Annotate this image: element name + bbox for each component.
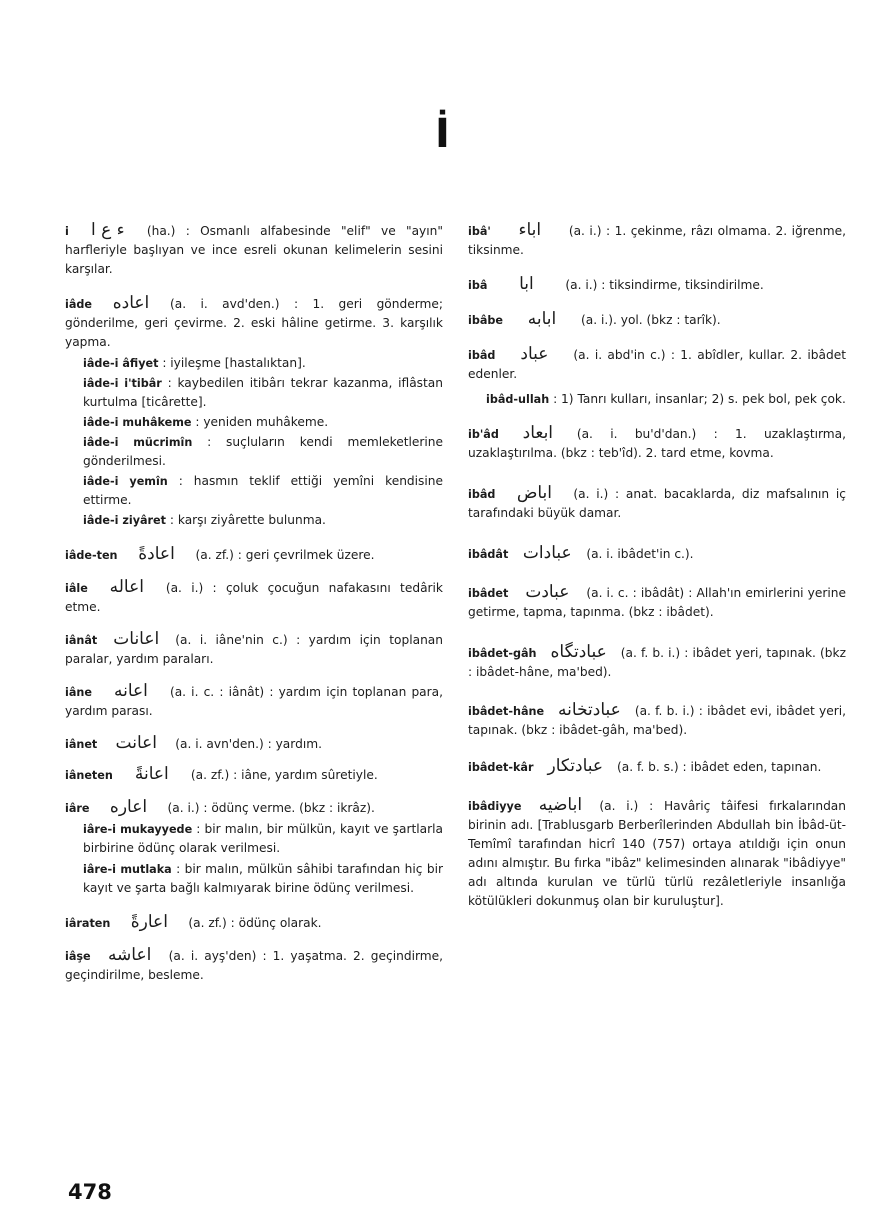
dictionary-entry [486,390,846,409]
dictionary-entry [468,702,846,740]
entry-headword: iâde-ten [65,549,118,562]
entry-headword: iâde-i ziyâret [83,514,166,527]
page-number: 478 [68,1180,112,1204]
dictionary-entry [65,546,443,565]
entry-ottoman-script: اباضيه [538,795,583,815]
entry-ottoman-script: ابابه [527,309,557,329]
dictionary-entry [468,485,846,523]
entry-headword: iâde-i âfiyet [83,357,159,370]
entry-headword: iâre-i mutlaka [83,863,172,876]
entry-ottoman-script: اعانةً [134,764,169,784]
entry-definition: : karşı ziyârette bulunma. [169,513,326,527]
entry-headword: ibâdiyye [468,800,522,813]
entry-ottoman-script: اعانه [113,681,148,701]
entry-ottoman-script: عبادات [522,543,572,563]
entry-definition: (a. i. c. : iânât) : yardım için toplanan para, yardım parası. [65,685,443,718]
entry-headword: iâde [65,298,92,311]
entry-definition: : suçluların kendi memleketlerine gönderilmesi. [83,435,443,468]
dictionary-entry [468,797,846,911]
dictionary-entry [65,295,443,352]
entry-headword: i [65,225,69,238]
entry-headword: ibâdât [468,548,509,561]
dictionary-entry [83,354,443,373]
dictionary-entry [468,644,846,682]
entry-definition: (a. f. b. s.) : ibâdet eden, tapınan. [617,760,822,774]
entry-ottoman-script: اعاله [109,577,144,597]
entry-ottoman-script: اعاشه [107,945,152,965]
dictionary-entry [65,222,443,279]
entry-definition: : kaybedilen itibârı tekrar kazanma, iflâstan kurtulma [ticârette]. [83,376,443,409]
dictionary-entry [65,947,443,985]
entry-definition: (a. i. ayş'den) : 1. yaşatma. 2. geçindirme, geçindirilme, besleme. [65,949,443,982]
entry-definition: (a. i. c. : ibâdât) : Allah'ın emirlerini yerine getirme, tapma, tapınma. (bkz : ibâdet). [468,586,846,619]
entry-ottoman-script: اعاده [112,293,150,313]
entry-headword: ibâ' [468,225,491,238]
entry-ottoman-script: عبادتخانه [558,700,621,720]
entry-definition: : 1) Tanrı kulları, insanlar; 2) s. pek bol, pek çok. [553,392,846,406]
dictionary-entry [83,860,443,898]
dictionary-entry [83,820,443,858]
entry-ottoman-script: اعاره [109,797,148,817]
entry-ottoman-script: اباض [516,483,552,503]
entry-ottoman-script: عباد [520,344,549,364]
entry-definition: (a. zf.) : ödünç olarak. [188,916,322,930]
dictionary-entry [83,433,443,471]
dictionary-entry [65,766,443,785]
entry-definition: (a. f. b. i.) : ibâdet evi, ibâdet yeri, tapınak. (bkz : ibâdet-gâh, ma'bed). [468,704,846,737]
dictionary-entry [468,758,846,777]
dictionary-entry [83,511,443,530]
right-column [468,222,846,911]
dictionary-entry [468,545,846,564]
dictionary-entry [65,683,443,721]
entry-headword: iânet [65,738,98,751]
entry-definition: (a. i.) : tiksindirme, tiksindirilme. [565,278,764,292]
dictionary-entry [468,311,846,330]
dictionary-entry [468,346,846,384]
entry-headword: iâle [65,582,88,595]
entry-definition: (a. i. avd'den.) : 1. geri gönderme; gönderilme, geri çevirme. 2. eski hâline getirme. 3. karşılık yapma. [65,297,443,349]
entry-ottoman-script: اعارةً [130,912,168,932]
entry-definition: (a. i.). yol. (bkz : tarîk). [581,313,721,327]
entry-ottoman-script: اباء [518,220,542,240]
entry-headword: ibâd [468,488,496,501]
entry-headword: iâre-i mukayyede [83,823,193,836]
entry-definition: (a. i. avn'den.) : yardım. [175,737,322,751]
entry-definition: (a. zf.) : geri çevrilmek üzere. [195,548,375,562]
entry-headword: ibâ [468,279,488,292]
entry-definition: (a. i. iâne'nin c.) : yardım için toplanan paralar, yardım paraları. [65,633,443,666]
left-column [65,222,443,985]
entry-ottoman-script: ابعاد [522,423,554,443]
entry-ottoman-script: اعانات [113,629,160,649]
entry-headword: ibâdet [468,587,509,600]
entry-headword: iâne [65,686,92,699]
entry-definition: (a. f. b. i.) : ibâdet yeri, tapınak. (bkz : ibâdet-hâne, ma'bed). [468,646,846,679]
entry-ottoman-script: عبادتگاه [550,642,607,662]
entry-definition: (a. i.) : anat. bacaklarda, diz mafsalının iç tarafındaki büyük damar. [468,487,846,520]
entry-definition: : yeniden muhâkeme. [195,415,329,429]
dictionary-entry [468,584,846,622]
entry-headword: iâde-i yemîn [83,475,168,488]
entry-definition: (ha.) : Osmanlı alfabesinde "elif" ve "ayın" harfleriyle başlıyan ve ince esreli okunan kelimelerin sesini karşılar. [65,224,443,276]
dictionary-entry [468,222,846,260]
entry-headword: iânât [65,634,98,647]
entry-headword: ibâd [468,349,496,362]
dictionary-entry [468,425,846,463]
entry-ottoman-script: عبادت [525,582,570,602]
entry-definition: (a. i. abd'in c.) : 1. abîdler, kullar. 2. ibâdet edenler. [468,348,846,381]
entry-definition: (a. i. bu'd'dan.) : 1. uzaklaştırma, uzaklaştırılma. (bkz : teb'îd). 2. tard etme, kovma. [468,427,846,460]
dictionary-entry [83,374,443,412]
entry-definition: (a. i.) : 1. çekinme, râzı olmama. 2. iğrenme, tiksinme. [468,224,846,257]
entry-definition: (a. i.) : ödünç verme. (bkz : ikrâz). [167,801,375,815]
entry-definition: : hasmın teklif ettiği yemîni kendisine ettirme. [83,474,444,507]
entry-headword: iâde-i i'tibâr [83,377,162,390]
page-letter-heading: İ [435,111,450,157]
entry-ottoman-script: ء ع ا [91,220,125,240]
entry-ottoman-script: اعانت [115,733,158,753]
entry-headword: iâraten [65,917,111,930]
dictionary-entry [65,631,443,669]
entry-headword: iâre [65,802,90,815]
entry-definition: (a. i.) : Havâriç tâifesi fırkalarından birinin adı. [Trablusgarb Berberîlerinden Abdullah bin İbâd-üt-Temîmî tarafından hicrî 140 (757) ortaya atıldığı için onun adını almıştır. Bu fırka "ibâz" kelimesinden alınarak "ibâdiyye" adı altında kurulan ve türlü türlü rezâletleriyle insanlığa kötülükleri dokunmuş olan bir kuruluştur]. [468,799,846,908]
entry-ottoman-script: اعادةً [138,544,175,564]
entry-definition: : bir malın, mülkün sâhibi tarafından hiç bir kayıt ve şarta bağlı kalmıyarak birine ödünç verilmesi. [83,862,444,895]
entry-headword: ibâbe [468,314,503,327]
dictionary-entry [468,276,846,295]
entry-definition: (a. i. ibâdet'in c.). [586,547,694,561]
entry-headword: ibâdet-gâh [468,647,537,660]
entry-definition: : iyileşme [hastalıktan]. [162,356,306,370]
entry-headword: iâde-i muhâkeme [83,416,192,429]
entry-headword: iâşe [65,950,91,963]
dictionary-entry [65,799,443,818]
entry-headword: ib'âd [468,428,499,441]
entry-headword: iâneten [65,769,113,782]
entry-headword: iâde-i mücrimîn [83,436,193,449]
dictionary-entry [83,472,443,510]
entry-definition: (a. i.) : çoluk çocuğun nafakasını tedârik etme. [65,581,443,614]
dictionary-entry [83,413,443,432]
dictionary-entry [65,914,443,933]
entry-definition: : bir malın, bir mülkün, kayıt ve şartlarla birbirine ödünç olarak verilmesi. [83,822,443,855]
entry-headword: ibâdet-hâne [468,705,545,718]
entry-headword: ibâd-ullah [486,393,550,406]
entry-ottoman-script: ابا [519,274,534,294]
dictionary-entry [65,579,443,617]
entry-ottoman-script: عبادتكار [547,756,604,776]
entry-headword: ibâdet-kâr [468,761,534,774]
dictionary-entry [65,735,443,754]
entry-definition: (a. zf.) : iâne, yardım sûretiyle. [190,768,378,782]
